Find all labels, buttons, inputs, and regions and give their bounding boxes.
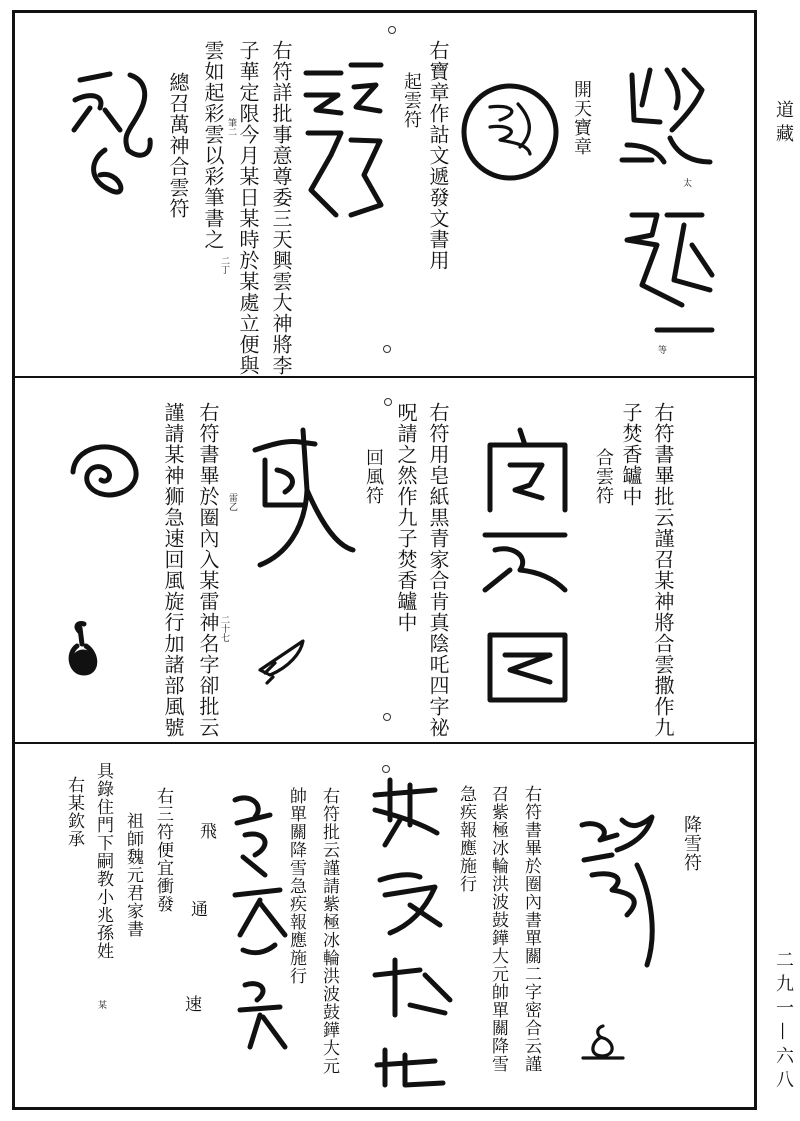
qiyun-talisman — [296, 55, 386, 225]
note-ding: 二丁 — [219, 256, 229, 274]
text-tong: 通 — [187, 900, 207, 918]
note-ershiqi: 二十七 — [219, 615, 229, 642]
kaitian-baozhang-talisman — [612, 50, 722, 350]
registration-mark — [384, 398, 392, 406]
text-col-1: 右符詳批事意尊委三天興雲大神將李 — [269, 40, 293, 376]
heyun-talisman — [470, 420, 580, 720]
note-leiyi: 雷乙 — [227, 493, 237, 511]
huifeng-talisman — [245, 420, 355, 580]
jiangxue-talisman — [572, 805, 672, 975]
text-col-2: 子華定限今月某日某時於某處立便與 — [236, 40, 260, 376]
text-col-6: 右三符便宜衝發 — [153, 787, 173, 913]
panel-divider-1 — [12, 376, 757, 378]
text-col-2: 召紫極冰輪洪波鼓鏵大元帥單關降雪 — [488, 785, 508, 1073]
text-col-7: 祖師魏元君家書 — [123, 812, 143, 938]
text-col-2: 子焚香罏中 — [619, 402, 643, 507]
note-mou: 某 — [96, 1000, 106, 1009]
talisman-title-qiyun: 起雲符 — [401, 72, 422, 129]
text-col-3: 急疾報應施行 — [456, 785, 476, 893]
talisman-title-jiangxue: 降雪符 — [681, 815, 702, 872]
talisman-title-heyun: 合雲符 — [593, 448, 614, 505]
registration-mark — [382, 765, 390, 773]
text-col-4: 呪請之然作九子焚香罏中 — [394, 402, 418, 633]
talisman-title-kaitian: 開天寶章 — [571, 80, 592, 156]
registration-mark — [388, 26, 396, 34]
note-bi: 筆二 — [226, 118, 236, 136]
text-col-6: 謹請某神狮急速回風旋行加諸部風號 — [161, 402, 185, 738]
spiral-talisman — [65, 432, 145, 502]
text-col-5: 帥單關降雪急疾報應施行 — [286, 787, 306, 985]
page-number: 二九一—六八 — [773, 950, 794, 1094]
text-col-3: 雲如起彩雲以彩筆書之 — [201, 40, 225, 250]
feitongsu-talisman — [225, 785, 295, 1055]
text-col-5: 右符書畢於圈內入某雷神名字卻批云 — [196, 402, 220, 738]
gourd-mark — [578, 1018, 628, 1063]
text-col-4: 右符批云謹請紫極冰輪洪波鼓鏵大元 — [319, 787, 339, 1075]
gourd-talisman — [62, 618, 102, 678]
talisman-title-huifeng: 回風符 — [363, 448, 384, 505]
text-col-1: 右符書畢批云謹召某神將合雲撒作九 — [651, 402, 675, 738]
text-col-1: 右符書畢於圈內書單關二字密合云謹 — [521, 785, 541, 1073]
text-col-baozhang-usage: 右寶章作詁文遞發文書用 — [426, 40, 450, 271]
panel-divider-2 — [12, 742, 757, 744]
qiyun-circle-seal — [460, 82, 560, 182]
note-tai: 太 — [681, 178, 691, 187]
book-title: 道藏 — [773, 100, 794, 148]
text-col-3: 右符用皂紙黒青家合肯真陰吒四字祕 — [426, 402, 450, 738]
text-su: 速 — [181, 995, 201, 1013]
zongzhao-talisman — [60, 60, 160, 210]
text-fei: 飛 — [196, 822, 216, 840]
note-deng: 等 — [656, 345, 666, 354]
text-col-9: 右某欽承 — [64, 776, 84, 848]
registration-mark — [383, 345, 391, 353]
registration-mark — [383, 713, 391, 721]
jiangxue-bar-talisman — [365, 765, 455, 1085]
text-col-8: 具錄住門下嗣教小兆孫姓 — [93, 762, 113, 960]
text-col-4: 總召萬神合雲符 — [166, 72, 190, 219]
blade-talisman — [255, 635, 315, 685]
